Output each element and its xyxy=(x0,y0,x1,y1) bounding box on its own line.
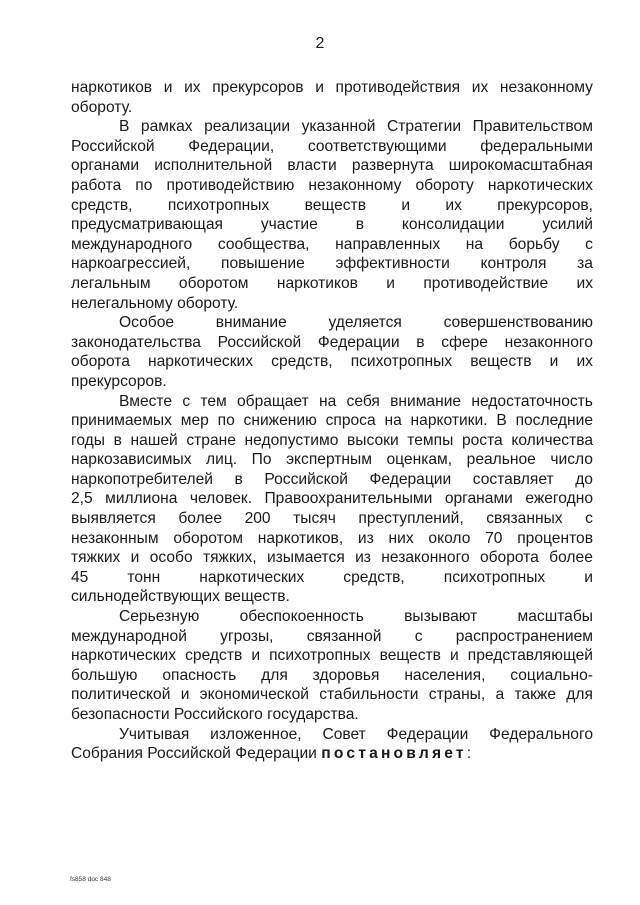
word: изымается xyxy=(266,549,345,567)
word: сфере xyxy=(441,333,488,351)
word: прекурсоров xyxy=(212,79,304,96)
word: предусматривающая xyxy=(71,216,223,234)
word: средств, xyxy=(271,353,333,371)
word: наркотиков xyxy=(71,79,153,96)
word: повышение xyxy=(221,255,305,273)
word: и xyxy=(315,79,324,96)
word: страны, xyxy=(428,686,486,704)
word: международного xyxy=(71,235,193,253)
word: с xyxy=(182,392,191,410)
word: из xyxy=(355,549,371,567)
word: исполнительной xyxy=(154,157,273,175)
word: 2,5 xyxy=(71,490,93,508)
word: широкомасштабная xyxy=(448,157,593,175)
word: за xyxy=(577,255,593,273)
word: борьбу xyxy=(508,235,560,253)
decree-word: постановляет xyxy=(321,745,467,763)
word: обеспокоенность xyxy=(239,608,364,626)
word: и xyxy=(401,196,411,214)
text-line xyxy=(71,607,593,627)
word: в xyxy=(234,470,243,488)
word: незаконного xyxy=(381,549,470,567)
word: до xyxy=(575,470,593,488)
word: спроса xyxy=(325,412,376,430)
word: реализации xyxy=(204,118,291,136)
text-line xyxy=(71,254,593,274)
word: тем xyxy=(200,392,227,410)
word: представляющей xyxy=(467,647,593,665)
word: мер xyxy=(180,412,209,430)
word: населения, xyxy=(404,666,486,684)
word: миллиона xyxy=(105,490,178,508)
text-line xyxy=(71,176,593,196)
word: Федерации, xyxy=(188,137,275,155)
word: составляет xyxy=(472,470,554,488)
text-line xyxy=(71,235,593,255)
word: стране xyxy=(186,431,236,449)
text-line xyxy=(71,509,593,529)
word: В xyxy=(119,118,130,136)
word: себя xyxy=(346,392,380,410)
word: эффективности xyxy=(335,255,450,273)
word: а xyxy=(495,686,505,704)
word: масштабы xyxy=(517,608,593,626)
word: с xyxy=(414,627,423,645)
word: с xyxy=(585,235,593,253)
word: реальное xyxy=(466,451,536,469)
text-line xyxy=(71,685,593,705)
word: внимание xyxy=(390,392,462,410)
page-number: 2 xyxy=(315,35,325,52)
word: стабильности xyxy=(319,686,419,704)
word: указанной xyxy=(301,118,376,136)
word: высоки xyxy=(347,431,399,449)
word: оборотом xyxy=(173,529,243,547)
text-line xyxy=(71,666,593,686)
word: принимаемых xyxy=(71,412,172,430)
document-body xyxy=(71,78,593,764)
word: противодействие xyxy=(423,274,549,292)
text-line xyxy=(71,450,593,470)
word: и xyxy=(386,274,395,292)
text-line: безопасности Российского государства. xyxy=(71,706,359,723)
word: внимание xyxy=(215,314,287,332)
word: веществ xyxy=(304,196,366,214)
word: психотропных xyxy=(350,353,453,371)
word: участие xyxy=(260,216,318,234)
word: Стратегии xyxy=(386,118,462,136)
word: более xyxy=(549,549,593,567)
text-line xyxy=(71,470,593,490)
word: легальным xyxy=(71,274,151,292)
text-line xyxy=(71,117,593,137)
word: психотропных xyxy=(269,647,371,665)
word: консолидации xyxy=(401,216,505,234)
word: в xyxy=(113,431,122,449)
word: оборота xyxy=(479,549,539,567)
word: противодействия xyxy=(335,79,461,96)
word: направленных xyxy=(335,235,441,253)
text-line xyxy=(71,529,593,549)
word: нашей xyxy=(130,431,178,449)
word: и xyxy=(130,549,140,567)
word: оборотом xyxy=(178,274,249,292)
word: 45 xyxy=(71,568,89,586)
word: незаконному xyxy=(308,176,402,194)
word: из xyxy=(357,529,374,547)
word: контроля xyxy=(480,255,547,273)
word: с xyxy=(585,510,593,528)
word: Федерации xyxy=(386,725,469,743)
word: в xyxy=(416,333,425,351)
word: веществ xyxy=(379,647,441,665)
text-line-final xyxy=(71,744,593,764)
word: наркотических xyxy=(487,176,593,194)
word: изложенное, xyxy=(210,725,302,743)
word: особо xyxy=(149,549,193,567)
word: их xyxy=(576,353,593,371)
word: и xyxy=(180,686,190,704)
word: наркотики. xyxy=(410,412,488,430)
word: власти xyxy=(287,157,337,175)
word: их xyxy=(445,196,462,214)
final-line-text: Собрания Российской Федерации xyxy=(71,745,322,763)
word: обращает xyxy=(236,392,309,410)
word: незаконному xyxy=(499,79,593,96)
word: Российской xyxy=(217,333,302,351)
word: экономической xyxy=(199,686,309,704)
text-line: прекурсоров. xyxy=(71,372,167,390)
word: лиц. xyxy=(206,451,238,469)
word: Федерации xyxy=(369,470,452,488)
word: наркотиков xyxy=(276,274,358,292)
word: обороту xyxy=(415,176,474,194)
word: незаконного xyxy=(504,333,593,351)
word: наркотических xyxy=(71,647,177,665)
word: сообщества, xyxy=(217,235,310,253)
word: наркотических xyxy=(148,353,254,371)
text-line xyxy=(71,568,593,588)
word: оценкам, xyxy=(386,451,453,469)
word: для xyxy=(261,666,288,684)
word: совершенствованию xyxy=(443,314,593,332)
text-line xyxy=(71,78,593,98)
word: преступлений, xyxy=(358,510,464,528)
word: усилий xyxy=(542,216,593,234)
word: экспертным xyxy=(286,451,372,469)
word: количества xyxy=(511,431,593,449)
text-line: обороту. xyxy=(71,98,133,116)
word: человек. xyxy=(189,490,253,508)
word: средств xyxy=(185,647,243,665)
word: соответствующими xyxy=(307,137,447,155)
text-line xyxy=(71,627,593,647)
word: социально- xyxy=(510,666,593,684)
word: также xyxy=(514,686,557,704)
text-line xyxy=(71,392,593,412)
final-line-trailing: : xyxy=(466,745,472,763)
word: ежегодно xyxy=(525,490,593,508)
word: оборота xyxy=(71,353,130,371)
word: прекурсоров, xyxy=(497,196,593,214)
word: наркопотребителей xyxy=(71,470,213,488)
text-line xyxy=(71,313,593,333)
word: Учитывая xyxy=(119,725,190,743)
word: 70 xyxy=(485,529,503,547)
word: на xyxy=(465,235,484,253)
word: законодательства xyxy=(71,333,201,351)
word: наркотиков, xyxy=(257,529,344,547)
word: недопустимо xyxy=(244,431,339,449)
text-line xyxy=(71,156,593,176)
word: психотропных xyxy=(167,196,270,214)
word: здоровья xyxy=(312,666,380,684)
word: работа xyxy=(71,176,122,194)
text-line xyxy=(71,274,593,294)
text-line xyxy=(71,333,593,353)
word: наркотических xyxy=(199,568,305,586)
word: выявляется xyxy=(71,510,156,528)
word: уделяется xyxy=(328,314,402,332)
word: средств, xyxy=(71,196,133,214)
text-line xyxy=(71,352,593,372)
text-line xyxy=(71,725,593,745)
word: 200 xyxy=(244,510,271,528)
word: тысяч xyxy=(293,510,336,528)
word: по xyxy=(135,176,153,194)
word: Правительством xyxy=(472,118,593,136)
footer-document-code: fs858 doc 848 xyxy=(70,876,111,883)
word: для xyxy=(566,686,593,704)
text-line xyxy=(71,431,593,451)
word: развернута xyxy=(351,157,434,175)
word: связанных xyxy=(486,510,563,528)
word: и xyxy=(163,79,173,96)
word: связанной xyxy=(306,627,382,645)
word: Федерального xyxy=(489,725,593,743)
word: противодействию xyxy=(166,176,295,194)
word: последние xyxy=(515,412,593,430)
word: и xyxy=(450,647,459,665)
word: психотропных xyxy=(443,568,546,586)
text-line: сильнодействующих веществ. xyxy=(71,588,290,606)
word: и xyxy=(549,353,559,371)
word: наркоагрессией, xyxy=(71,255,191,273)
text-line xyxy=(71,137,593,157)
text-line xyxy=(71,196,593,216)
word: наркозависимых xyxy=(71,451,192,469)
word: В xyxy=(496,412,507,430)
word: веществ xyxy=(470,353,532,371)
word: большую xyxy=(71,666,138,684)
word: около xyxy=(428,529,471,547)
word: Вместе xyxy=(119,392,173,410)
word: тяжких xyxy=(71,549,121,567)
word: годы xyxy=(71,431,105,449)
word: на xyxy=(318,392,337,410)
word: распространением xyxy=(455,627,593,645)
word: более xyxy=(178,510,223,528)
word: и xyxy=(584,568,593,586)
text-line xyxy=(71,489,593,509)
word: Совет xyxy=(322,725,366,743)
word: вызывают xyxy=(404,608,478,626)
text-line: нелегальному обороту. xyxy=(71,294,239,312)
word: Правоохранительными xyxy=(264,490,433,508)
text-line xyxy=(71,548,593,568)
word: органами xyxy=(444,490,513,508)
word: процентов xyxy=(517,529,593,547)
word: на xyxy=(384,412,402,430)
word: тяжких, xyxy=(202,549,257,567)
word: число xyxy=(550,451,593,469)
word: Федерации xyxy=(317,333,400,351)
word: и xyxy=(251,647,261,665)
word: опасность xyxy=(162,666,237,684)
word: незаконным xyxy=(71,529,159,547)
word: тонн xyxy=(127,568,161,586)
word: Особое xyxy=(119,314,175,332)
word: международной xyxy=(71,627,187,645)
word: них xyxy=(388,529,414,547)
word: их xyxy=(184,79,201,96)
text-line xyxy=(71,215,593,235)
word: Российской xyxy=(264,470,348,488)
word: в xyxy=(355,216,364,234)
word: Российской xyxy=(71,137,155,155)
word: снижению xyxy=(243,412,317,430)
word: федеральными xyxy=(480,137,593,155)
word: Серьезную xyxy=(119,608,200,626)
word: органами xyxy=(71,157,140,175)
word: их xyxy=(471,79,489,96)
word: по xyxy=(217,412,235,430)
text-line xyxy=(71,411,593,431)
word: их xyxy=(576,274,593,292)
word: угрозы, xyxy=(220,627,274,645)
word: недостаточность xyxy=(471,392,593,410)
word: политической xyxy=(71,686,171,704)
word: роста xyxy=(461,431,503,449)
word: рамках xyxy=(140,118,193,136)
word: средств, xyxy=(343,568,405,586)
word: По xyxy=(251,451,272,469)
word: темпы xyxy=(407,431,454,449)
text-line xyxy=(71,646,593,666)
